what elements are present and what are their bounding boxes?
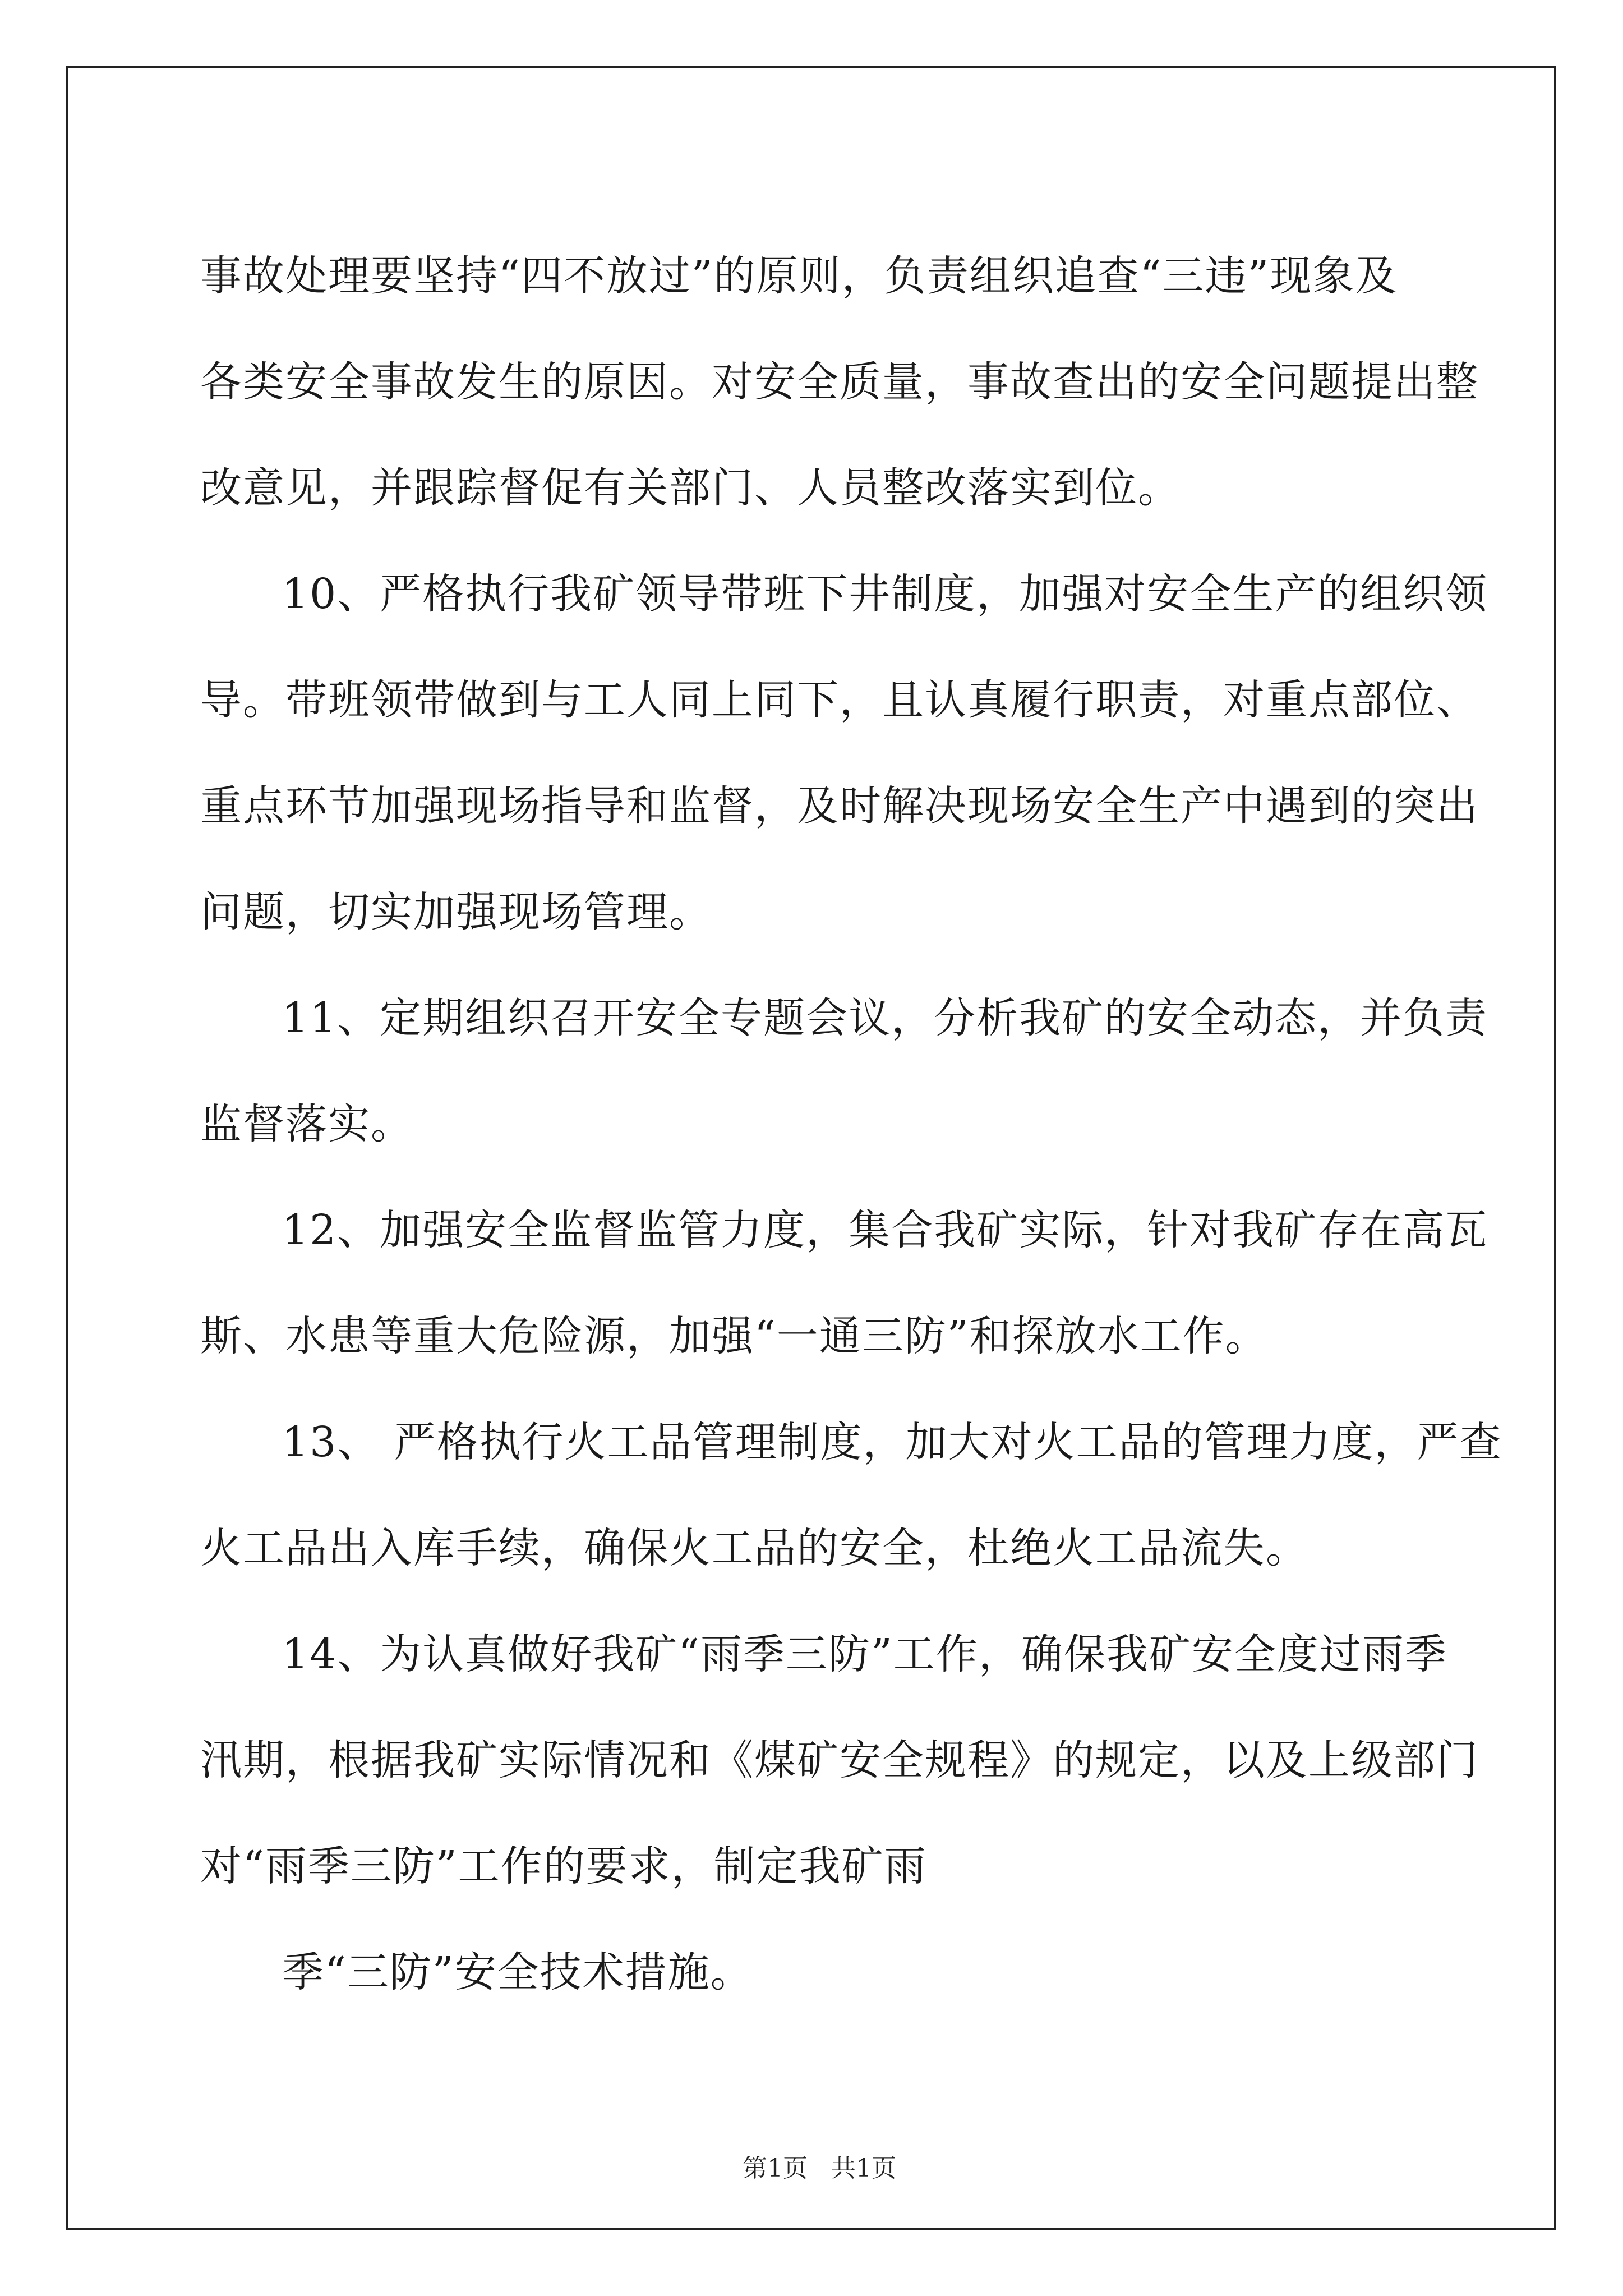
- paragraph-item-14: [200, 1602, 1479, 1920]
- paragraph-item-12: [200, 1177, 1488, 1389]
- paragraph-item-11: [200, 965, 1488, 1177]
- text-line: 对“雨季三防”工作的要求，制定我矿雨: [200, 1842, 927, 1890]
- paragraph-1: [200, 223, 1479, 541]
- page-number: 第1页 共1页: [743, 2154, 896, 2183]
- text-line: 汛期，根据我矿实际情况和《煤矿安全规程》的规定，以及上级部门: [200, 1736, 1479, 1784]
- text-line: 问题，切实加强现场管理。: [200, 888, 712, 936]
- text-line: 事故处理要坚持“四不放过”的原则，负责组织追查“三违”现象及: [200, 252, 1398, 300]
- text-line: 各类安全事故发生的原因。对安全质量，事故查出的安全问题提出整: [200, 358, 1479, 406]
- page-footer: [0, 2118, 1623, 2185]
- text-line: 11、定期组织召开安全专题会议，分析我矿的安全动态，并负责: [282, 994, 1488, 1042]
- text-line: 10、严格执行我矿领导带班下井制度，加强对安全生产的组织领: [282, 570, 1488, 618]
- paragraph-continuation: [200, 1920, 1423, 2026]
- paragraph-item-13: [200, 1389, 1502, 1602]
- text-line: 季“三防”安全技术措施。: [282, 1948, 753, 1996]
- text-line: 火工品出入库手续，确保火工品的安全，杜绝火工品流失。: [200, 1524, 1308, 1572]
- text-line: 斯、水患等重大危险源，加强“一通三防”和探放水工作。: [200, 1312, 1268, 1360]
- text-line: 重点环节加强现场指导和监督，及时解决现场安全生产中遇到的突出: [200, 782, 1479, 830]
- text-line: 导。带班领带做到与工人同上同下，且认真履行职责，对重点部位、: [200, 676, 1479, 724]
- document-body: [200, 223, 1502, 2026]
- text-line: 监督落实。: [200, 1100, 413, 1148]
- text-line: 改意见，并跟踪督促有关部门、人员整改落实到位。: [200, 464, 1181, 512]
- paragraph-item-10: [200, 541, 1488, 965]
- text-line: 12、加强安全监督监管力度，集合我矿实际，针对我矿存在高瓦: [282, 1206, 1488, 1254]
- text-line: 14、为认真做好我矿“雨季三防”工作，确保我矿安全度过雨季: [282, 1630, 1447, 1678]
- text-line: 13、 严格执行火工品管理制度，加大对火工品的管理力度，严查: [282, 1418, 1502, 1466]
